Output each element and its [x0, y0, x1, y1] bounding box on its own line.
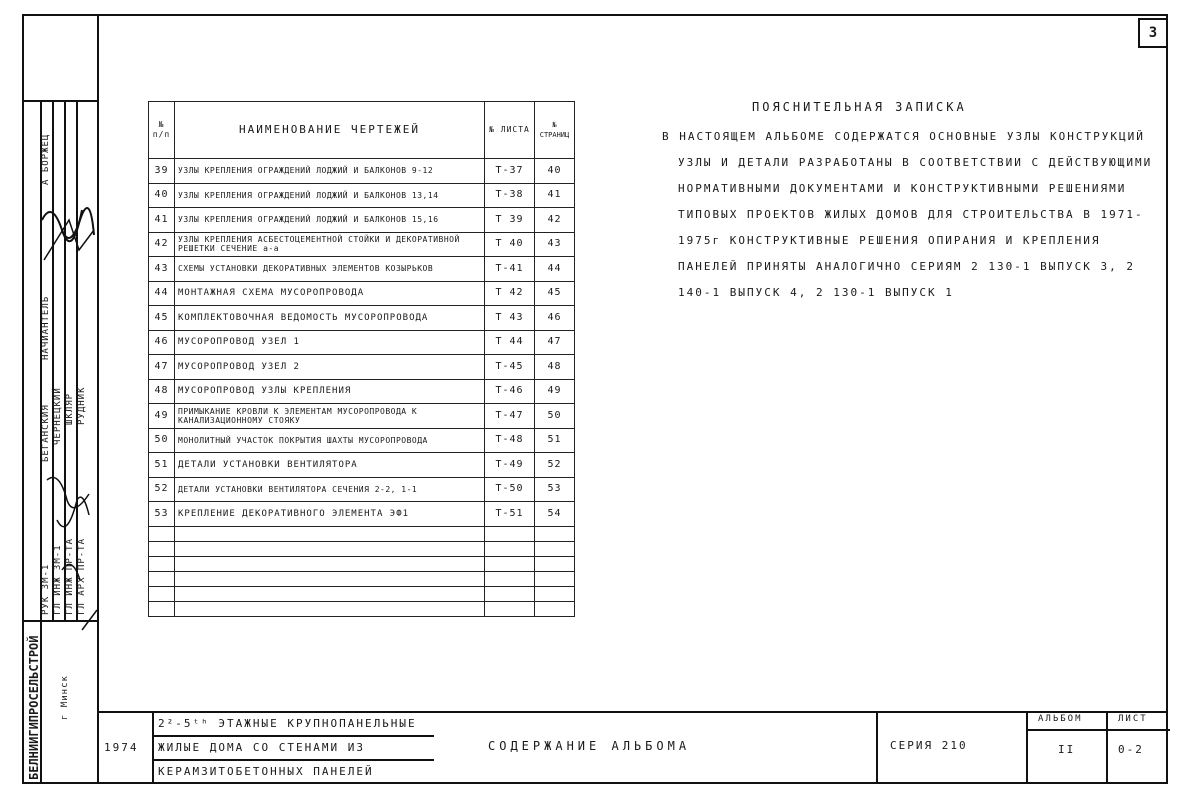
row-sheet: Т-37 [485, 159, 535, 184]
header-name: НАИМЕНОВАНИЕ ЧЕРТЕЖЕЙ [175, 102, 485, 159]
sheet-title: СОДЕРЖАНИЕ АЛЬБОМА [488, 739, 691, 753]
empty-cell [175, 556, 485, 571]
row-sheet: Т-49 [485, 453, 535, 478]
table-header-row [149, 102, 575, 159]
project-line-2: ЖИЛЫЕ ДОМА СО СТЕНАМИ ИЗ [158, 741, 365, 754]
row-number: 46 [149, 330, 175, 355]
row-sheet: Т-46 [485, 379, 535, 404]
row-sheet: Т 40 [485, 232, 535, 257]
row-page: 47 [535, 330, 575, 355]
row-sheet: Т-51 [485, 502, 535, 527]
empty-cell [175, 586, 485, 601]
table-row [149, 379, 575, 404]
empty-cell [535, 541, 575, 556]
series-cell [876, 711, 1026, 784]
empty-cell [485, 526, 535, 541]
empty-cell [149, 586, 175, 601]
note-paragraph-1: В НАСТОЯЩЕМ АЛЬБОМЕ СОДЕРЖАТСЯ ОСНОВНЫЕ УЗЛЫ КОНСТРУКЦИЙ [662, 130, 1145, 143]
row-number: 52 [149, 477, 175, 502]
contents-table [148, 101, 575, 617]
stamp-name-3: ШКЛЯР [65, 392, 75, 425]
row-sheet: Т-45 [485, 355, 535, 380]
row-name: МУСОРОПРОВОД УЗЕЛ 1 [175, 330, 485, 355]
row-sheet: Т-41 [485, 257, 535, 282]
empty-cell [149, 556, 175, 571]
table-row [149, 404, 575, 429]
empty-cell [485, 586, 535, 601]
empty-cell [485, 541, 535, 556]
row-number: 48 [149, 379, 175, 404]
stamp-role-2: ГЛ ИНЖ ЗМ-1 [53, 544, 63, 615]
empty-row [149, 556, 575, 571]
header-page: № СТРАНИЦ [535, 102, 575, 159]
row-number: 45 [149, 306, 175, 331]
row-number: 49 [149, 404, 175, 429]
table-row [149, 355, 575, 380]
row-number: 51 [149, 453, 175, 478]
empty-row [149, 571, 575, 586]
empty-cell [175, 601, 485, 616]
row-page: 46 [535, 306, 575, 331]
row-number: 40 [149, 183, 175, 208]
sheet-number: 3 [1148, 25, 1158, 41]
header-num: № п/п [149, 102, 175, 159]
row-name: МОНТАЖНАЯ СХЕМА МУСОРОПРОВОДА [175, 281, 485, 306]
header-sheet: № ЛИСТА [485, 102, 535, 159]
organization-name: БЕЛНИИГИПРОСЕЛЬСТРОЙ [27, 635, 41, 780]
row-page: 50 [535, 404, 575, 429]
row-name: УЗЛЫ КРЕПЛЕНИЯ ОГРАЖДЕНИЙ ЛОДЖИЙ И БАЛКОНОВ 15,16 [175, 208, 485, 233]
row-number: 39 [149, 159, 175, 184]
table-row [149, 208, 575, 233]
table-row [149, 477, 575, 502]
city-name: г Минск [60, 675, 70, 720]
row-name: УЗЛЫ КРЕПЛЕНИЯ ОГРАЖДЕНИЙ ЛОДЖИЙ И БАЛКОНОВ 13,14 [175, 183, 485, 208]
series: СЕРИЯ 210 [890, 739, 968, 752]
author-label: А БОРЖЕЦ [41, 133, 51, 185]
row-name: УЗЛЫ КРЕПЛЕНИЯ АСБЕСТОЦЕМЕНТНОЙ СТОЙКИ И ДЕКОРАТИВНОЙ РЕШЕТКИ СЕЧЕНИЕ а-а [175, 232, 485, 257]
empty-cell [149, 526, 175, 541]
row-number: 53 [149, 502, 175, 527]
row-name: ДЕТАЛИ УСТАНОВКИ ВЕНТИЛЯТОРА СЕЧЕНИЯ 2-2, 1-1 [175, 477, 485, 502]
row-page: 42 [535, 208, 575, 233]
empty-cell [149, 601, 175, 616]
row-name: КРЕПЛЕНИЕ ДЕКОРАТИВНОГО ЭЛЕМЕНТА ЭФ1 [175, 502, 485, 527]
empty-cell [485, 571, 535, 586]
stamp-name-1: БЕГАНСКИЯ [41, 404, 51, 462]
title-block [98, 711, 1168, 784]
contents-table-body [149, 159, 575, 617]
empty-cell [175, 526, 485, 541]
row-page: 41 [535, 183, 575, 208]
album-label: АЛЬБОМ [1038, 714, 1083, 724]
row-name: УЗЛЫ КРЕПЛЕНИЯ ОГРАЖДЕНИЙ ЛОДЖИЙ И БАЛКОНОВ 9-12 [175, 159, 485, 184]
row-name: ПРИМЫКАНИЕ КРОВЛИ К ЭЛЕМЕНТАМ МУСОРОПРОВОДА К КАНАЛИЗАЦИОННОМУ СТОЯКУ [175, 404, 485, 429]
list-cell [1106, 711, 1168, 784]
table-row [149, 281, 575, 306]
row-sheet: Т-50 [485, 477, 535, 502]
row-page: 53 [535, 477, 575, 502]
table-row [149, 428, 575, 453]
list-label: ЛИСТ [1118, 714, 1148, 724]
project-line-3: КЕРАМЗИТОБЕТОННЫХ ПАНЕЛЕЙ [158, 765, 374, 778]
row-sheet: Т-48 [485, 428, 535, 453]
row-sheet: Т 44 [485, 330, 535, 355]
signature-scribbles [22, 100, 98, 784]
stamp-role-4: ГЛ АРХ ПР-ТА [77, 537, 87, 615]
sheet-number-box [1138, 18, 1168, 48]
row-page: 49 [535, 379, 575, 404]
checked-label: НАЧИАНТЕЛЬ [41, 295, 51, 360]
row-number: 44 [149, 281, 175, 306]
row-page: 43 [535, 232, 575, 257]
row-number: 41 [149, 208, 175, 233]
stamp-name-2: ЧЕРНЕЦКИЙ [53, 387, 63, 445]
row-sheet: Т 39 [485, 208, 535, 233]
stamp-name-4: РУДНИК [77, 386, 87, 425]
row-name: МОНОЛИТНЫЙ УЧАСТОК ПОКРЫТИЯ ШАХТЫ МУСОРОПРОВОДА [175, 428, 485, 453]
table-row [149, 257, 575, 282]
empty-cell [175, 571, 485, 586]
album-cell [1026, 711, 1106, 784]
empty-cell [149, 571, 175, 586]
row-page: 48 [535, 355, 575, 380]
table-row [149, 232, 575, 257]
table-row [149, 502, 575, 527]
empty-cell [175, 541, 485, 556]
note-title: ПОЯСНИТЕЛЬНАЯ ЗАПИСКА [752, 100, 967, 114]
list-value: 0-2 [1118, 743, 1144, 756]
row-number: 42 [149, 232, 175, 257]
row-page: 51 [535, 428, 575, 453]
row-name: КОМПЛЕКТОВОЧНАЯ ВЕДОМОСТЬ МУСОРОПРОВОДА [175, 306, 485, 331]
empty-row [149, 601, 575, 616]
project-cell [152, 711, 432, 784]
empty-cell [149, 541, 175, 556]
empty-cell [535, 601, 575, 616]
empty-cell [485, 556, 535, 571]
row-number: 47 [149, 355, 175, 380]
row-sheet: Т 43 [485, 306, 535, 331]
row-name: СХЕМЫ УСТАНОВКИ ДЕКОРАТИВНЫХ ЭЛЕМЕНТОВ КОЗЫРЬКОВ [175, 257, 485, 282]
table-row [149, 183, 575, 208]
table-row [149, 159, 575, 184]
row-sheet: Т-38 [485, 183, 535, 208]
row-page: 40 [535, 159, 575, 184]
stamp-role-3: ГЛ ИНЖ ПР-ТА [65, 537, 75, 615]
empty-row [149, 541, 575, 556]
project-line-1: 2²-5ᵗʰ ЭТАЖНЫЕ КРУПНОПАНЕЛЬНЫЕ [158, 717, 417, 730]
album-value: II [1058, 743, 1076, 756]
empty-cell [535, 571, 575, 586]
stamp-role-1: РУК ЗМ-1 [41, 563, 51, 615]
empty-cell [535, 586, 575, 601]
row-page: 54 [535, 502, 575, 527]
table-row [149, 453, 575, 478]
row-name: МУСОРОПРОВОД УЗЕЛ 2 [175, 355, 485, 380]
table-row [149, 306, 575, 331]
empty-row [149, 526, 575, 541]
row-number: 50 [149, 428, 175, 453]
row-number: 43 [149, 257, 175, 282]
empty-cell [535, 556, 575, 571]
row-sheet: Т-47 [485, 404, 535, 429]
row-page: 52 [535, 453, 575, 478]
row-page: 45 [535, 281, 575, 306]
row-name: ДЕТАЛИ УСТАНОВКИ ВЕНТИЛЯТОРА [175, 453, 485, 478]
empty-cell [535, 526, 575, 541]
explanatory-note [662, 124, 1162, 306]
empty-row [149, 586, 575, 601]
table-row [149, 330, 575, 355]
note-paragraph-2: УЗЛЫ И ДЕТАЛИ РАЗРАБОТАНЫ В СООТВЕТСТВИИ С ДЕЙСТВУЮЩИМИ НОРМАТИВНЫМИ ДОКУМЕНТАМИ И КОНСТРУКТИВНЫМИ РЕШЕНИЯМИ ТИПОВЫХ ПРОЕКТОВ ЖИЛЫХ ДОМОВ ДЛЯ СТРОИТЕЛЬСТВА В 1971-1975г КОНСТРУКТИВНЫЕ РЕШЕНИЯ ОПИРАНИЯ И КРЕПЛЕНИЯ ПАНЕЛЕЙ ПРИНЯТЫ АНАЛОГИЧНО СЕРИЯМ 2 130-1 ВЫПУСК 3, 2 140-1 ВЫПУСК 4, 2 130-1 ВЫПУСК 1 [678, 156, 1153, 299]
empty-cell [485, 601, 535, 616]
row-sheet: Т 42 [485, 281, 535, 306]
row-name: МУСОРОПРОВОД УЗЛЫ КРЕПЛЕНИЯ [175, 379, 485, 404]
year: 1974 [104, 741, 139, 754]
row-page: 44 [535, 257, 575, 282]
